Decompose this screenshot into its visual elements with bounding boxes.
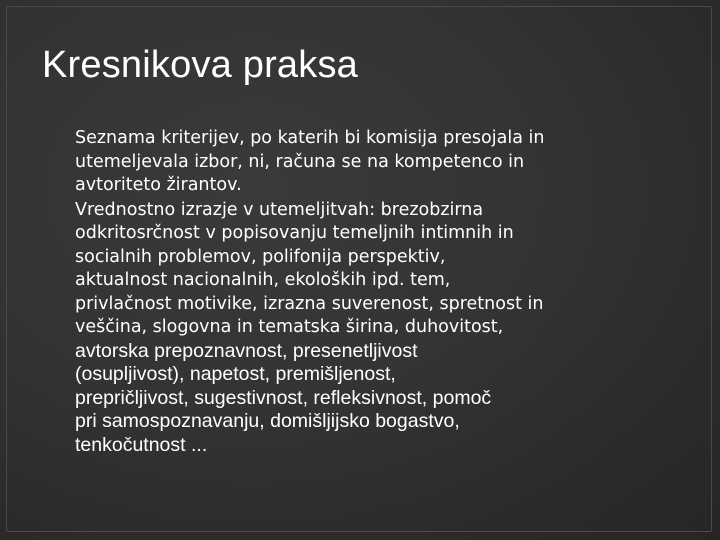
text-line: tenkočutnost ... <box>75 433 208 456</box>
paragraph-values-continued <box>75 340 635 458</box>
text-line: pri samospoznavanju, domišljijsko bogastvo, <box>75 410 460 432</box>
text-line: avtoriteto žirantov. <box>75 175 242 195</box>
text-line: aktualnost nacionalnih, ekoloških ipd. tem, <box>75 270 451 290</box>
text-line: utemeljevala izbor, ni, računa se na kompetenco in <box>75 151 525 172</box>
slide-title: Kresnikova praksa <box>42 44 358 86</box>
text-line: Seznama kriterijev, po katerih bi komisija presojala in <box>75 128 545 148</box>
slide-body <box>75 127 635 457</box>
text-line: odkritosrčnost v popisovanju temeljnih intimnih in <box>75 223 514 243</box>
text-line: (osupljivost), napetost, premišljenost, <box>75 363 396 385</box>
paragraph-values <box>75 199 635 340</box>
text-line: socialnih problemov, polifonija perspektiv, <box>75 246 446 267</box>
paragraph-criteria <box>75 127 635 198</box>
text-line: privlačnost motivike, izrazna suverenost, spretnost in <box>75 293 544 314</box>
text-line: Vrednostno izrazje v utemeljitvah: brezobzirna <box>75 199 484 220</box>
text-line: prepričljivost, sugestivnost, refleksivnost, pomoč <box>75 386 492 409</box>
text-line: veščina, slogovna in tematska širina, duhovitost, <box>75 317 504 337</box>
text-line: avtorska prepoznavnost, presenetljivost <box>75 339 418 362</box>
